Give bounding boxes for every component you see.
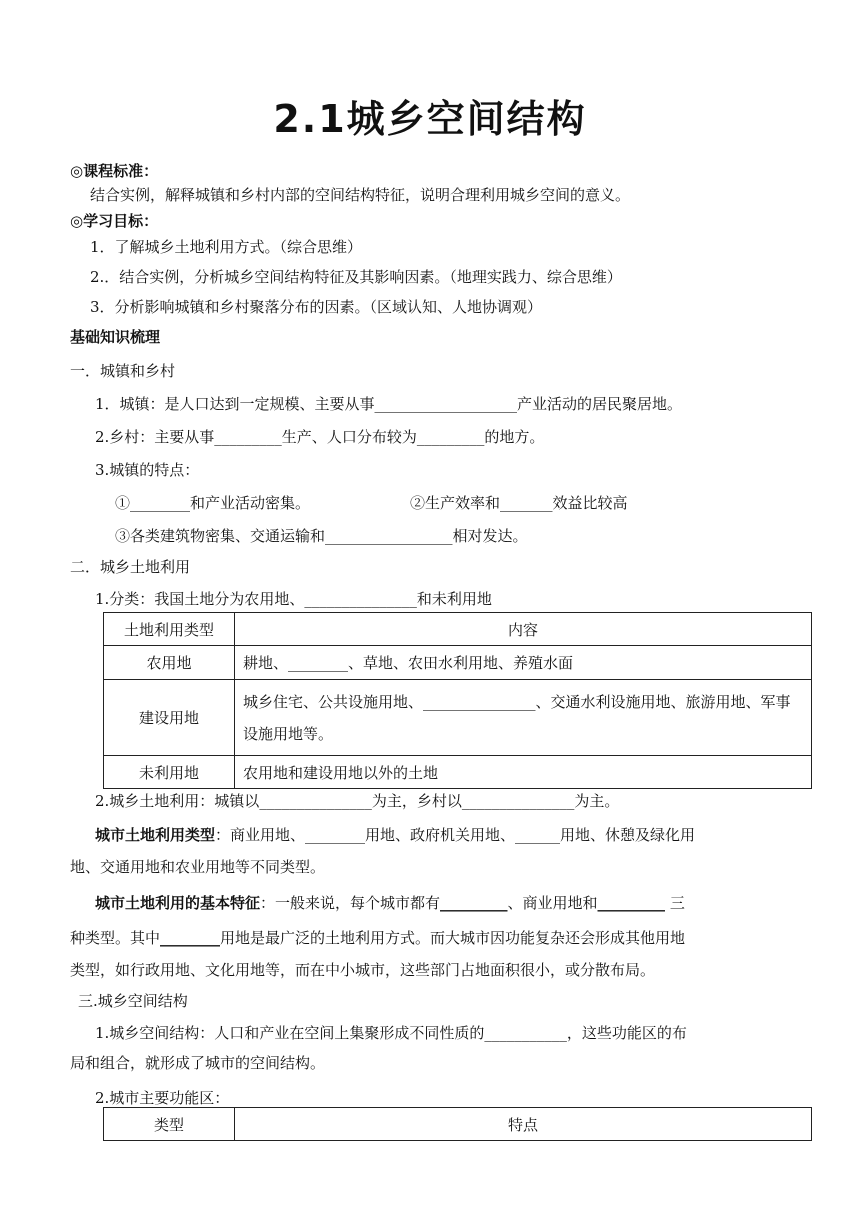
section1-title: 一．城镇和乡村 — [70, 362, 176, 380]
table-header-row — [104, 1108, 812, 1141]
table-cell-type: 建设用地 — [104, 680, 235, 756]
table-cell-type: 未利用地 — [104, 756, 235, 789]
table-cell-content: 农用地和建设用地以外的土地 — [235, 756, 812, 789]
objective-item-1: 1．了解城乡土地利用方式。（综合思维） — [90, 238, 363, 256]
section1-line4a: ①________和产业活动密集。 — [115, 494, 311, 512]
objective-item-2: 2.．结合实例，分析城乡空间结构特征及其影响因素。（地理实践力、综合思维） — [90, 268, 622, 286]
section1-line2: 2.乡村：主要从事_________生产、人口分布较为_________的地方。 — [95, 428, 545, 446]
section1-line4b: ②生产效率和_______效益比较高 — [410, 494, 628, 512]
section2-title: 二．城乡土地利用 — [70, 558, 191, 576]
objectives-heading: ◎学习目标： — [70, 212, 159, 230]
function-zone-table — [103, 1107, 812, 1141]
section3-line2: 2.城市主要功能区： — [95, 1089, 230, 1107]
urban-types-label: 城市土地利用类型 — [95, 826, 216, 844]
table-header-row — [104, 613, 812, 646]
urban-types-text: ：商业用地、________用地、政府机关用地、______用地、休憩及绿化用 — [215, 826, 696, 844]
table-cell-content: 城乡住宅、公共设施用地、_______________、交通水利设施用地、旅游用地、军事设施用地等。 — [235, 680, 812, 756]
basic-features-text: 用地是最广泛的土地利用方式。而大城市因功能复杂还会形成其他用地 — [220, 929, 686, 947]
urban-types-line1 — [95, 824, 695, 846]
basic-features-text: 三 — [665, 894, 685, 912]
basic-features-line1 — [95, 892, 685, 914]
basic-features-text: 种类型。其中 — [70, 929, 161, 947]
section3-line1b: 局和组合，就形成了城市的空间结构。 — [70, 1054, 326, 1072]
table-row — [104, 646, 812, 680]
blank-a: _________ — [440, 894, 508, 912]
land-use-table — [103, 612, 812, 789]
table-header-type: 类型 — [104, 1108, 235, 1141]
section1-line5: ③各类建筑物密集、交通运输和_________________相对发达。 — [115, 527, 528, 545]
section1-line1: 1．城镇：是人口达到一定规模、主要从事___________________产业活动的居民聚居地。 — [95, 395, 683, 413]
table-row — [104, 756, 812, 789]
basic-features-line2 — [70, 927, 685, 949]
basic-features-label: 城市土地利用的基本特征 — [95, 894, 261, 912]
basic-features-line3: 类型，如行政用地、文化用地等，而在中小城市，这些部门占地面积很小，或分散布局。 — [70, 961, 656, 979]
section3-title: 三.城乡空间结构 — [78, 992, 188, 1010]
blank-b: _________ — [597, 894, 666, 912]
table-cell-content: 耕地、________、草地、农田水利用地、养殖水面 — [235, 646, 812, 680]
urban-types-line2: 地、交通用地和农业用地等不同类型。 — [70, 858, 326, 876]
table-header-type: 土地利用类型 — [104, 613, 235, 646]
course-standard-text: 结合实例，解释城镇和乡村内部的空间结构特征，说明合理利用城乡空间的意义。 — [90, 186, 631, 204]
basic-features-text: ：一般来说，每个城市都有 — [260, 894, 441, 912]
section1-line3: 3.城镇的特点： — [95, 461, 200, 479]
table-header-features: 特点 — [235, 1108, 812, 1141]
section3-line1a: 1.城乡空间结构：人口和产业在空间上集聚形成不同性质的___________，这些功能区的布 — [95, 1024, 687, 1042]
basics-heading: 基础知识梳理 — [70, 328, 161, 346]
table-header-content: 内容 — [235, 613, 812, 646]
page-title: 2.1城乡空间结构 — [273, 97, 587, 141]
table-cell-type: 农用地 — [104, 646, 235, 680]
course-standard-heading: ◎课程标准： — [70, 162, 159, 180]
basic-features-text: 、商业用地和 — [507, 894, 598, 912]
objective-item-3: 3．分析影响城镇和乡村聚落分布的因素。（区域认知、人地协调观） — [90, 298, 543, 316]
section2-usage: 2.城乡土地利用：城镇以_______________为主，乡村以_______________为主。 — [95, 792, 620, 810]
section2-classify: 1.分类：我国土地分为农用地、_______________和未利用地 — [95, 590, 492, 608]
table-row — [104, 680, 812, 756]
blank-c: ________ — [160, 929, 221, 947]
